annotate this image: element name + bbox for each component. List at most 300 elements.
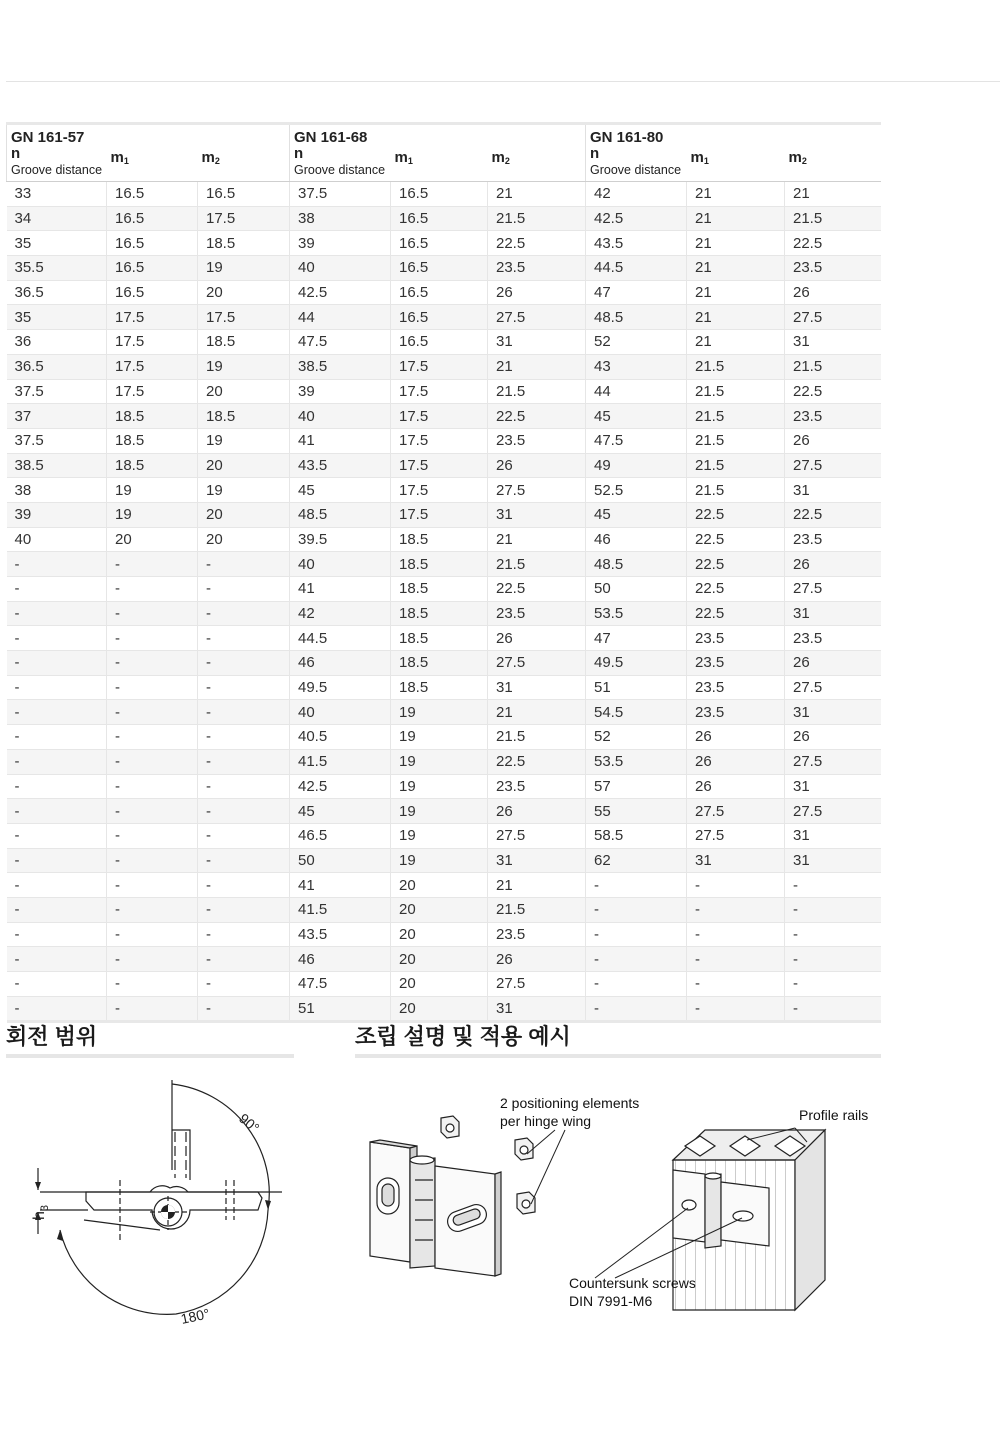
table-cell: - xyxy=(198,873,290,898)
table-cell: 21 xyxy=(687,182,785,207)
table-cell: 16.5 xyxy=(391,330,488,355)
table-cell: 27.5 xyxy=(785,799,881,824)
table-cell: 26 xyxy=(785,280,881,305)
table-cell: 43 xyxy=(586,354,687,379)
header-model-3 xyxy=(290,124,391,182)
table-cell: - xyxy=(586,922,687,947)
rotation-title-rule xyxy=(6,1054,294,1058)
table-cell: - xyxy=(198,996,290,1022)
callout-positioning-line2: per hinge wing xyxy=(500,1113,592,1129)
table-cell: 18.5 xyxy=(198,330,290,355)
callout-positioning-line1: 2 positioning elements xyxy=(500,1095,640,1111)
table-cell: 16.5 xyxy=(107,206,198,231)
table-row xyxy=(7,478,881,503)
table-cell: 44.5 xyxy=(290,626,391,651)
table-cell: - xyxy=(107,873,198,898)
table-cell: 39 xyxy=(290,231,391,256)
table-row xyxy=(7,182,881,207)
table-cell: - xyxy=(107,651,198,676)
table-cell: 46 xyxy=(290,651,391,676)
table-cell: 43.5 xyxy=(290,922,391,947)
table-cell: 19 xyxy=(391,749,488,774)
table-cell: 21 xyxy=(488,182,586,207)
table-cell: - xyxy=(7,947,107,972)
assembly-drawing xyxy=(355,1070,885,1330)
table-cell: 18.5 xyxy=(391,601,488,626)
table-cell: 16.5 xyxy=(391,206,488,231)
header-m2 xyxy=(488,124,586,182)
table-cell: 23.5 xyxy=(488,774,586,799)
header-m2 xyxy=(198,124,290,182)
header-m-index: 2 xyxy=(504,156,510,166)
table-cell: 18.5 xyxy=(391,527,488,552)
table-row xyxy=(7,651,881,676)
table-cell: - xyxy=(7,873,107,898)
table-cell: 21.5 xyxy=(488,379,586,404)
table-row xyxy=(7,330,881,355)
table-cell: 44.5 xyxy=(586,256,687,281)
hinge-illustration xyxy=(370,1140,501,1276)
table-row xyxy=(7,428,881,453)
table-cell: 55 xyxy=(586,799,687,824)
table-cell: 44 xyxy=(586,379,687,404)
table-cell: 40.5 xyxy=(290,725,391,750)
table-cell: 40 xyxy=(290,404,391,429)
table-cell: 17.5 xyxy=(107,379,198,404)
table-cell: 22.5 xyxy=(488,577,586,602)
table-cell: 23.5 xyxy=(785,626,881,651)
table-cell: 20 xyxy=(391,947,488,972)
table-cell: 39 xyxy=(290,379,391,404)
table-cell: 42.5 xyxy=(586,206,687,231)
table-cell: 31 xyxy=(488,848,586,873)
table-cell: 40 xyxy=(290,700,391,725)
table-cell: 22.5 xyxy=(488,404,586,429)
table-cell: - xyxy=(586,873,687,898)
table-cell: 37.5 xyxy=(7,379,107,404)
table-cell: - xyxy=(7,922,107,947)
table-cell: - xyxy=(107,947,198,972)
table-cell: - xyxy=(7,823,107,848)
header-model-name: GN 161-57 xyxy=(11,129,85,146)
table-cell: 21 xyxy=(488,527,586,552)
table-row xyxy=(7,873,881,898)
table-cell: 20 xyxy=(391,996,488,1022)
header-m1 xyxy=(391,124,488,182)
table-cell: - xyxy=(107,774,198,799)
table-cell: 23.5 xyxy=(785,404,881,429)
table-cell: - xyxy=(7,972,107,997)
header-m-symbol: m xyxy=(201,149,215,166)
table-cell: 26 xyxy=(687,725,785,750)
table-cell: 46 xyxy=(290,947,391,972)
table-cell: 27.5 xyxy=(488,651,586,676)
table-cell: 37.5 xyxy=(290,182,391,207)
table-row xyxy=(7,897,881,922)
table-cell: 18.5 xyxy=(391,651,488,676)
table-cell: 27.5 xyxy=(488,972,586,997)
table-row xyxy=(7,675,881,700)
table-cell: - xyxy=(107,626,198,651)
table-row xyxy=(7,922,881,947)
table-cell: - xyxy=(107,725,198,750)
table-row xyxy=(7,231,881,256)
table-cell: 31 xyxy=(785,601,881,626)
table-cell: - xyxy=(7,601,107,626)
table-cell: - xyxy=(107,700,198,725)
table-cell: 21.5 xyxy=(785,206,881,231)
table-cell: 20 xyxy=(391,922,488,947)
table-cell: 18.5 xyxy=(107,404,198,429)
table-cell: 18.5 xyxy=(198,231,290,256)
table-row xyxy=(7,206,881,231)
table-cell: 35 xyxy=(7,231,107,256)
rotation-range-title: 회전 범위 xyxy=(6,1024,98,1049)
table-cell: 31 xyxy=(488,675,586,700)
table-cell: 27.5 xyxy=(488,478,586,503)
table-cell: - xyxy=(7,725,107,750)
header-m-index: 2 xyxy=(214,156,220,166)
table-cell: 31 xyxy=(785,478,881,503)
table-cell: 37 xyxy=(7,404,107,429)
table-cell: 38.5 xyxy=(290,354,391,379)
table-cell: 21 xyxy=(687,305,785,330)
table-cell: 33 xyxy=(7,182,107,207)
table-cell: - xyxy=(198,577,290,602)
table-cell: 27.5 xyxy=(785,749,881,774)
table-cell: 23.5 xyxy=(687,700,785,725)
table-cell: 22.5 xyxy=(687,502,785,527)
table-cell: 21 xyxy=(488,873,586,898)
angle-90-label: 90° xyxy=(236,1110,263,1136)
header-model-0 xyxy=(7,124,107,182)
table-cell: 21 xyxy=(488,700,586,725)
table-cell: 31 xyxy=(687,848,785,873)
table-cell: 51 xyxy=(586,675,687,700)
table-cell: - xyxy=(107,922,198,947)
table-cell: - xyxy=(687,922,785,947)
table-cell: 45 xyxy=(586,404,687,429)
table-cell: - xyxy=(785,996,881,1022)
table-cell: 36.5 xyxy=(7,280,107,305)
table-row xyxy=(7,996,881,1022)
table-cell: 22.5 xyxy=(687,552,785,577)
table-cell: 21.5 xyxy=(785,354,881,379)
assembly-title-rule xyxy=(355,1054,881,1058)
table-row xyxy=(7,626,881,651)
table-cell: 26 xyxy=(488,947,586,972)
header-m-label xyxy=(789,130,877,166)
header-m-index: 2 xyxy=(801,156,807,166)
table-row xyxy=(7,725,881,750)
table-cell: 23.5 xyxy=(488,428,586,453)
table-cell: 34 xyxy=(7,206,107,231)
table-cell: - xyxy=(785,972,881,997)
table-cell: 16.5 xyxy=(107,182,198,207)
table-cell: 31 xyxy=(488,502,586,527)
table-row xyxy=(7,404,881,429)
table-cell: 40 xyxy=(7,527,107,552)
table-cell: - xyxy=(198,700,290,725)
table-cell: - xyxy=(107,848,198,873)
table-cell: 20 xyxy=(198,527,290,552)
table-cell: - xyxy=(198,799,290,824)
table-cell: 17.5 xyxy=(198,206,290,231)
table-cell: - xyxy=(7,577,107,602)
table-cell: 16.5 xyxy=(198,182,290,207)
table-cell: 18.5 xyxy=(391,552,488,577)
table-cell: 16.5 xyxy=(107,280,198,305)
table-cell: 41.5 xyxy=(290,749,391,774)
table-cell: 36.5 xyxy=(7,354,107,379)
header-n: n xyxy=(11,145,21,162)
h3-label: $h_3$ xyxy=(31,1204,51,1220)
table-cell: 23.5 xyxy=(687,626,785,651)
table-cell: 26 xyxy=(785,552,881,577)
table-cell: - xyxy=(7,848,107,873)
table-cell: 23.5 xyxy=(785,527,881,552)
table-cell: 49.5 xyxy=(586,651,687,676)
table-row xyxy=(7,502,881,527)
table-cell: 31 xyxy=(785,848,881,873)
table-cell: - xyxy=(107,823,198,848)
table-cell: - xyxy=(198,601,290,626)
header-m-index: 1 xyxy=(407,156,413,166)
table-cell: 21.5 xyxy=(687,428,785,453)
table-cell: - xyxy=(107,552,198,577)
table-cell: 46.5 xyxy=(290,823,391,848)
table-cell: 43.5 xyxy=(290,453,391,478)
table-cell: 37.5 xyxy=(7,428,107,453)
table-cell: 53.5 xyxy=(586,601,687,626)
table-cell: 49.5 xyxy=(290,675,391,700)
table-cell: 46 xyxy=(586,527,687,552)
table-cell: - xyxy=(687,972,785,997)
header-groove-distance: Groove distance xyxy=(590,163,682,177)
callout-screws-line1: Countersunk screws xyxy=(569,1275,696,1291)
table-cell: 38.5 xyxy=(7,453,107,478)
table-cell: 22.5 xyxy=(488,749,586,774)
table-cell: - xyxy=(107,799,198,824)
table-cell: 16.5 xyxy=(391,280,488,305)
table-cell: 48.5 xyxy=(586,305,687,330)
table-cell: 17.5 xyxy=(107,330,198,355)
table-cell: - xyxy=(586,972,687,997)
table-cell: - xyxy=(107,996,198,1022)
table-cell: 27.5 xyxy=(687,823,785,848)
table-cell: - xyxy=(7,675,107,700)
table-cell: 18.5 xyxy=(107,453,198,478)
callout-profile-rails: Profile rails xyxy=(799,1107,869,1123)
table-cell: - xyxy=(687,897,785,922)
table-cell: 22.5 xyxy=(687,601,785,626)
table-row xyxy=(7,354,881,379)
table-cell: - xyxy=(198,774,290,799)
table-cell: 18.5 xyxy=(107,428,198,453)
table-row xyxy=(7,280,881,305)
assembly-title: 조립 설명 및 적용 예시 xyxy=(355,1024,571,1049)
table-cell: - xyxy=(586,947,687,972)
table-row xyxy=(7,256,881,281)
table-cell: 17.5 xyxy=(107,354,198,379)
table-cell: 50 xyxy=(290,848,391,873)
table-cell: 21 xyxy=(687,231,785,256)
table-cell: - xyxy=(198,651,290,676)
table-cell: 19 xyxy=(107,502,198,527)
table-cell: 22.5 xyxy=(488,231,586,256)
table-cell: 16.5 xyxy=(391,305,488,330)
table-cell: 35.5 xyxy=(7,256,107,281)
table-cell: - xyxy=(785,897,881,922)
table-row xyxy=(7,823,881,848)
table-cell: 16.5 xyxy=(391,231,488,256)
table-cell: 39.5 xyxy=(290,527,391,552)
table-row xyxy=(7,379,881,404)
table-cell: 23.5 xyxy=(785,256,881,281)
table-cell: 57 xyxy=(586,774,687,799)
table-cell: 21.5 xyxy=(488,206,586,231)
table-cell: 19 xyxy=(198,354,290,379)
table-row xyxy=(7,601,881,626)
table-cell: 16.5 xyxy=(391,256,488,281)
table-cell: - xyxy=(7,897,107,922)
table-cell: 42 xyxy=(586,182,687,207)
table-cell: 22.5 xyxy=(785,379,881,404)
table-row xyxy=(7,947,881,972)
table-row xyxy=(7,700,881,725)
table-cell: 26 xyxy=(687,774,785,799)
table-cell: 20 xyxy=(391,873,488,898)
table-cell: - xyxy=(785,873,881,898)
table-cell: 27.5 xyxy=(785,453,881,478)
table-cell: 23.5 xyxy=(687,675,785,700)
table-cell: 52 xyxy=(586,725,687,750)
table-cell: 17.5 xyxy=(198,305,290,330)
table-cell: - xyxy=(7,799,107,824)
table-cell: 23.5 xyxy=(687,651,785,676)
table-cell: 23.5 xyxy=(488,922,586,947)
table-cell: - xyxy=(687,873,785,898)
header-m-label xyxy=(492,130,582,166)
table-cell: - xyxy=(198,823,290,848)
table-cell: - xyxy=(198,947,290,972)
table-cell: 31 xyxy=(785,700,881,725)
table-row xyxy=(7,774,881,799)
table-cell: 26 xyxy=(488,799,586,824)
header-n: n xyxy=(590,145,600,162)
table-cell: 20 xyxy=(107,527,198,552)
table-cell: 17.5 xyxy=(391,502,488,527)
table-cell: - xyxy=(107,897,198,922)
table-cell: - xyxy=(7,700,107,725)
header-groove-distance: Groove distance xyxy=(11,163,103,177)
table-cell: 21 xyxy=(785,182,881,207)
table-cell: 26 xyxy=(687,749,785,774)
table-cell: - xyxy=(7,749,107,774)
table-cell: 17.5 xyxy=(107,305,198,330)
table-cell: - xyxy=(7,996,107,1022)
table-cell: - xyxy=(198,725,290,750)
table-cell: 26 xyxy=(488,453,586,478)
table-cell: 42 xyxy=(290,601,391,626)
table-cell: 22.5 xyxy=(785,502,881,527)
table-cell: 21 xyxy=(687,330,785,355)
table-header xyxy=(7,124,881,182)
table-cell: 21.5 xyxy=(687,404,785,429)
table-cell: 26 xyxy=(785,428,881,453)
table-cell: 31 xyxy=(785,330,881,355)
table-cell: 45 xyxy=(290,799,391,824)
table-cell: 49 xyxy=(586,453,687,478)
table-cell: 53.5 xyxy=(586,749,687,774)
table-cell: - xyxy=(107,972,198,997)
table-cell: 21 xyxy=(488,354,586,379)
table-cell: 21.5 xyxy=(488,725,586,750)
table-cell: 31 xyxy=(785,774,881,799)
table-row xyxy=(7,799,881,824)
table-cell: 19 xyxy=(198,428,290,453)
table-cell: 23.5 xyxy=(488,256,586,281)
table-row xyxy=(7,749,881,774)
table-cell: - xyxy=(7,774,107,799)
header-m-symbol: m xyxy=(110,149,124,166)
header-m-symbol: m xyxy=(394,149,408,166)
table-cell: 47.5 xyxy=(290,972,391,997)
table-cell: - xyxy=(198,552,290,577)
table-cell: 18.5 xyxy=(391,675,488,700)
callout-screws-line2: DIN 7991-M6 xyxy=(569,1293,653,1309)
table-body xyxy=(7,182,881,1022)
table-cell: 19 xyxy=(391,799,488,824)
table-cell: 52.5 xyxy=(586,478,687,503)
table-cell: 50 xyxy=(586,577,687,602)
table-cell: - xyxy=(7,626,107,651)
table-cell: 19 xyxy=(198,256,290,281)
table-cell: 40 xyxy=(290,256,391,281)
table-cell: 21.5 xyxy=(488,897,586,922)
header-model-name: GN 161-68 xyxy=(294,129,368,146)
header-m2 xyxy=(785,124,881,182)
table-cell: 22.5 xyxy=(785,231,881,256)
table-cell: - xyxy=(687,996,785,1022)
table-cell: 21.5 xyxy=(687,478,785,503)
table-cell: 48.5 xyxy=(290,502,391,527)
table-cell: - xyxy=(7,552,107,577)
table-cell: 47 xyxy=(586,280,687,305)
table-cell: - xyxy=(198,848,290,873)
table-cell: 47.5 xyxy=(586,428,687,453)
top-divider xyxy=(6,81,1000,82)
header-m-label xyxy=(202,130,286,166)
table-cell: 19 xyxy=(107,478,198,503)
table-cell: - xyxy=(107,577,198,602)
table-cell: 18.5 xyxy=(391,577,488,602)
rotation-range-drawing xyxy=(0,1070,300,1340)
header-m-symbol: m xyxy=(491,149,505,166)
table-cell: - xyxy=(198,675,290,700)
table-cell: 47 xyxy=(586,626,687,651)
table-cell: 17.5 xyxy=(391,404,488,429)
table-cell: 51 xyxy=(290,996,391,1022)
table-cell: 38 xyxy=(290,206,391,231)
table-cell: 20 xyxy=(391,897,488,922)
table-cell: 17.5 xyxy=(391,453,488,478)
table-cell: 44 xyxy=(290,305,391,330)
table-cell: 20 xyxy=(198,453,290,478)
header-groove-distance: Groove distance xyxy=(294,163,386,177)
table-cell: 19 xyxy=(391,725,488,750)
table-cell: - xyxy=(198,897,290,922)
